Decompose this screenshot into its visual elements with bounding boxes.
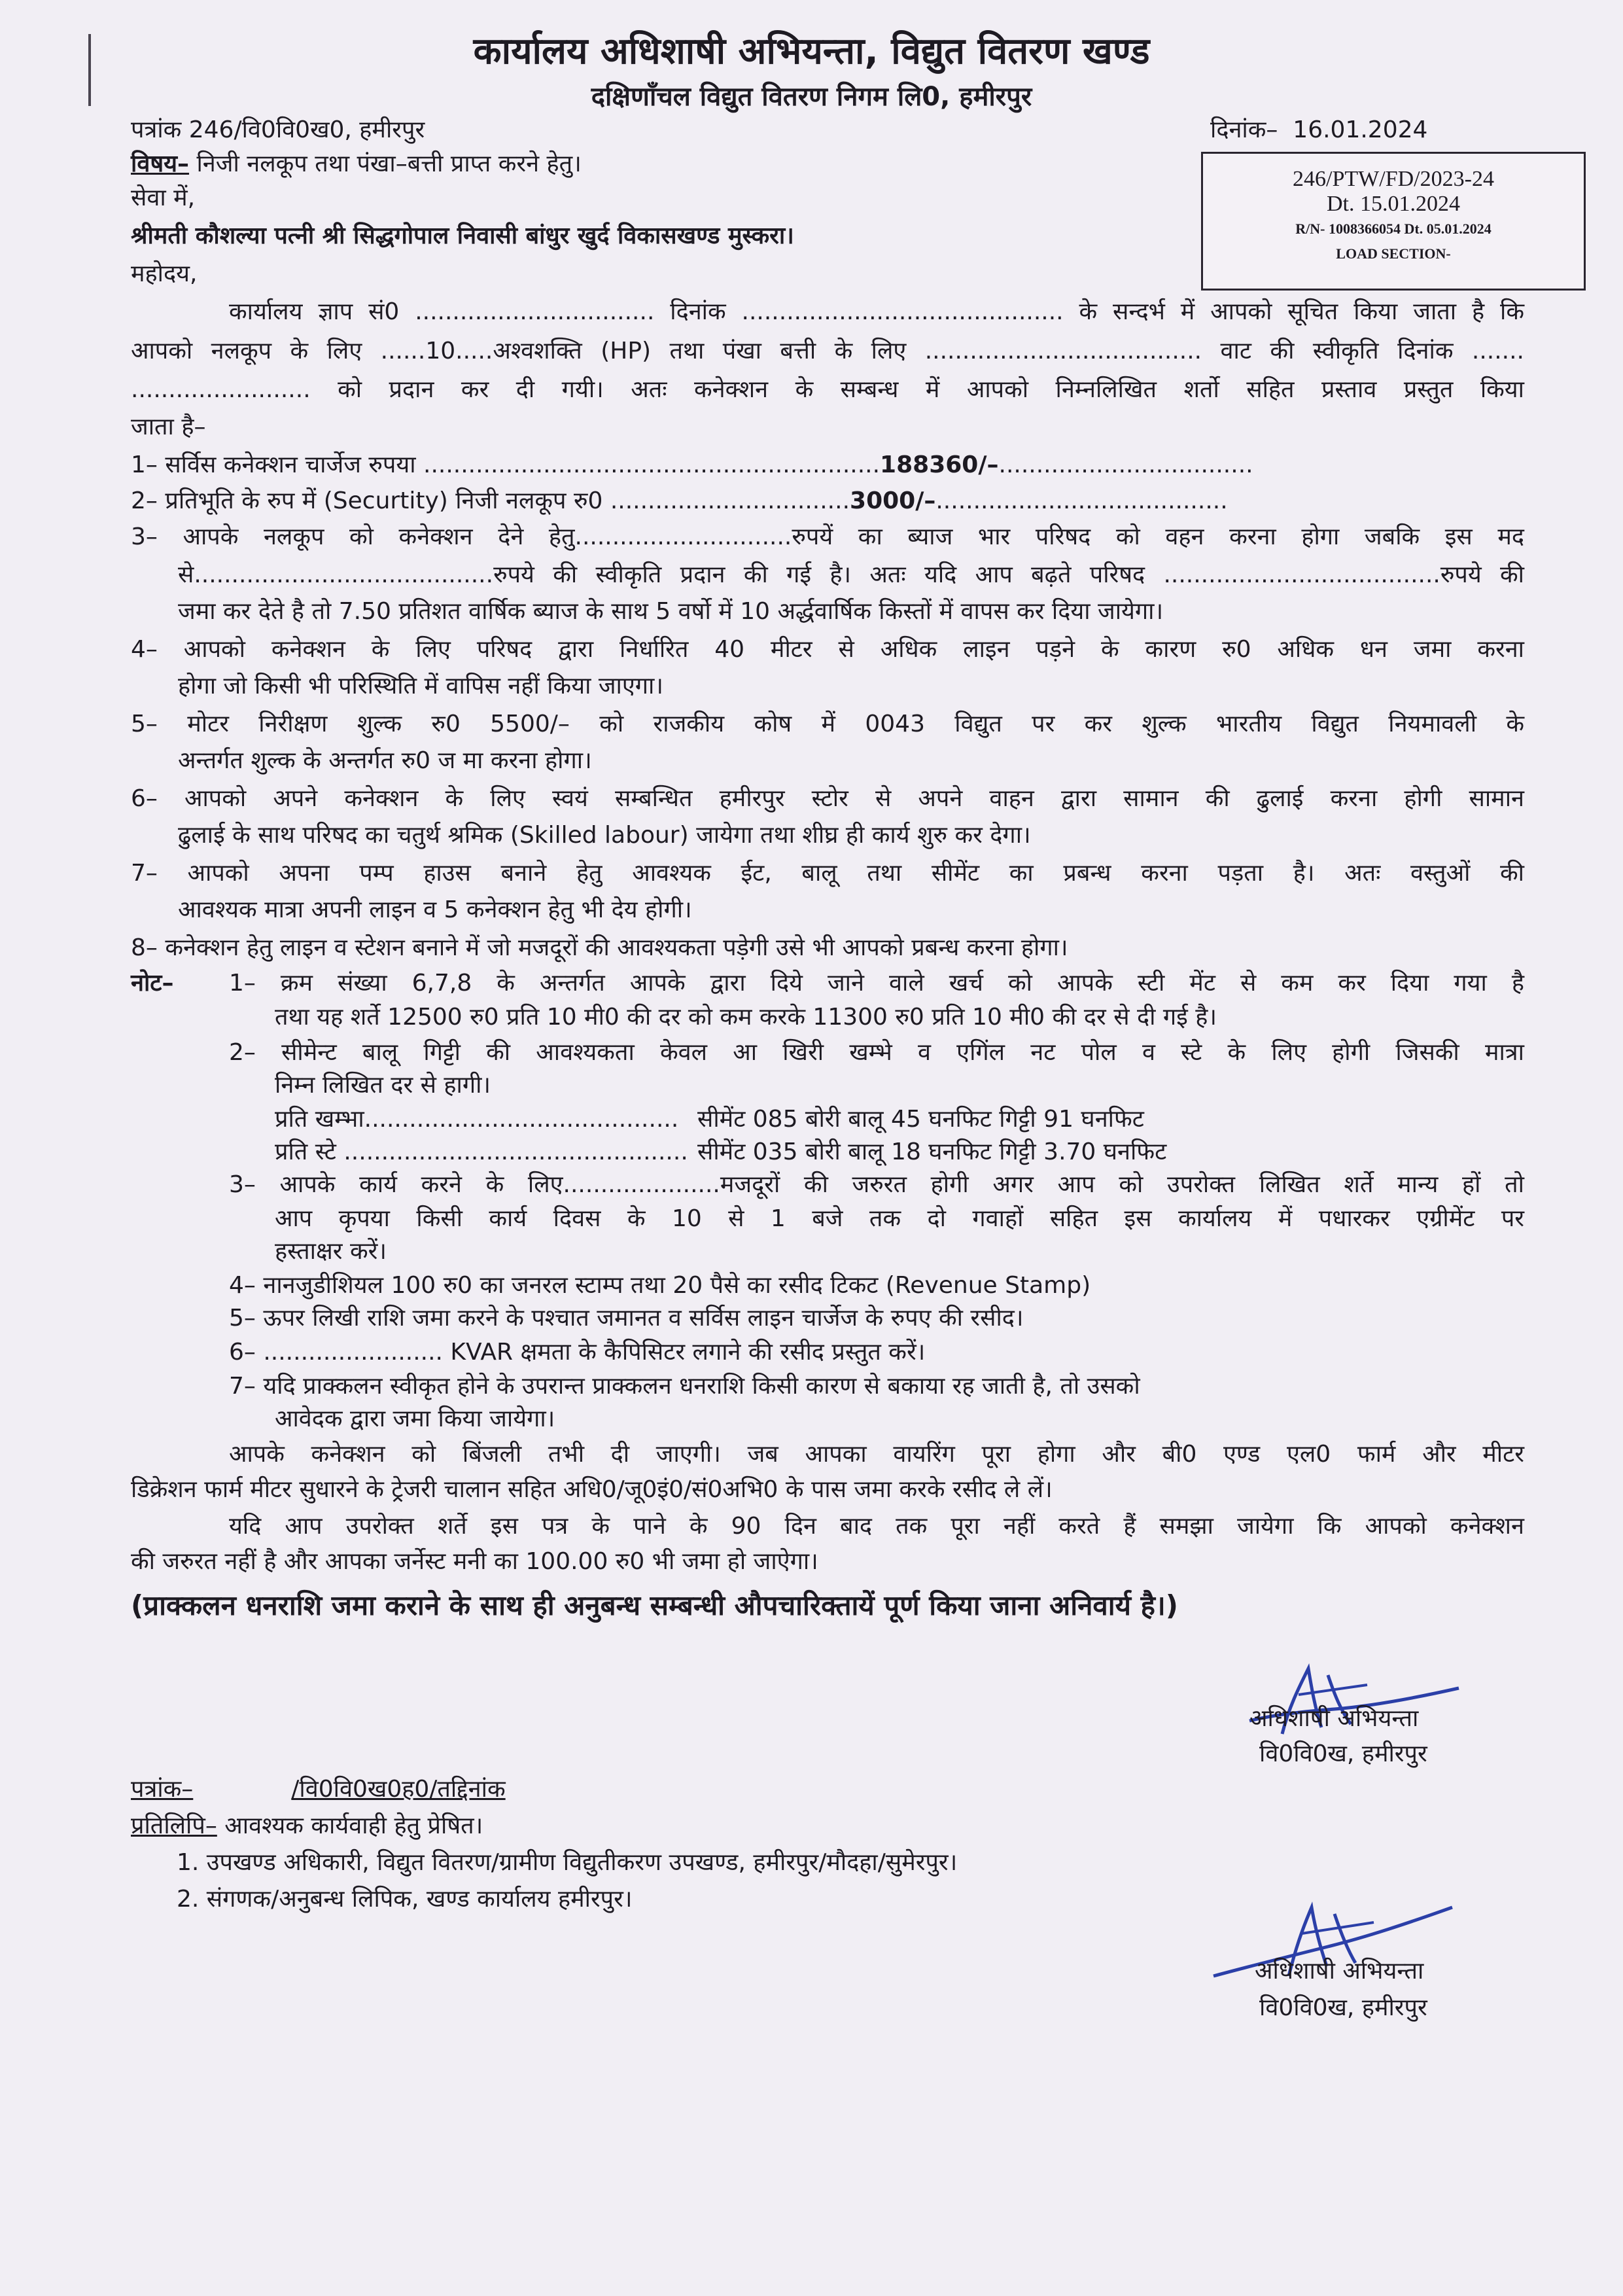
- note-3-line-3: हस्ताक्षर करें।: [275, 1238, 387, 1265]
- subject-label: विषय–: [131, 150, 190, 177]
- condition-7-line-1: 7– आपको अपना पम्प हाउस बनाने हेतु आवश्यक ईट, बालू तथा सीमेंट का प्रबन्ध करना पड़ता है। अतः वस्तुओं की: [131, 860, 1524, 887]
- date-value: 16.01.2024: [1293, 116, 1428, 143]
- note-2-line-2: निम्न लिखित दर से हागी।: [275, 1072, 491, 1099]
- copy-to-line: [131, 1812, 483, 1840]
- salutation: महोदय,: [131, 260, 198, 287]
- subject-line: [131, 150, 582, 178]
- signature-1-designation: अधिशाषी अभियन्ता: [1249, 1705, 1419, 1732]
- copy-item-1: 1. उपखण्ड अधिकारी, विद्युत वितरण/ग्रामीण विद्युतीकरण उपखण्ड, हमीरपुर/मौदहा/सुमेरपुर।: [177, 1849, 958, 1876]
- mandatory-note: (प्राक्कलन धनराशि जमा कराने के साथ ही अनुबन्ध सम्बन्धी औपचारिक्तायें पूर्ण किया जाना अनिवार्य है।): [131, 1589, 1179, 1621]
- note-2-line-1: 2– सीमेन्ट बालू गिट्टी की आवश्यकता केवल आ खिरी खम्भे व एगिंल नट पोल व स्टे के लिए होगी जिसकी मात्रा: [229, 1039, 1524, 1066]
- note-2-row-1-label: प्रति खम्भा..........................................: [275, 1106, 679, 1133]
- condition-8: 8– कनेक्शन हेतु लाइन व स्टेशन बनाने में जो मजदूरों की आवश्यकता पड़ेगी उसे भी आपको प्रबन्ध करना होगा।: [131, 934, 1068, 961]
- condition-2-dots: .......................................: [935, 487, 1228, 514]
- signature-2-office: वि0वि0ख, हमीरपुर: [1259, 1994, 1427, 2021]
- condition-2-amount: 3000/–: [850, 487, 936, 514]
- condition-3-line-3: जमा कर देते है तो 7.50 प्रतिशत वार्षिक ब्याज के साथ 5 वर्षो में 10 अर्द्धवार्षिक किस्तों में वापस कर दिया जायेगा।: [178, 598, 1164, 625]
- condition-4-line-1: 4– आपको कनेक्शन के लिए परिषद द्वारा निर्धारित 40 मीटर से अधिक लाइन पड़ने के कारण रु0 अधिक धन जमा करना: [131, 636, 1524, 663]
- copy-reference-label: पत्रांक–: [131, 1776, 194, 1803]
- condition-2-text: 2– प्रतिभूति के रुप में (Securtity) निजी नलकूप रु0 ................................: [131, 487, 850, 514]
- copy-item-2: 2. संगणक/अनुबन्ध लिपिक, खण्ड कार्यालय हमीरपुर।: [177, 1886, 633, 1913]
- stamp-line-1: 246/PTW/FD/2023-24: [1293, 167, 1494, 191]
- reference-number: पत्रांक 246/वि0वि0ख0, हमीरपुर: [131, 116, 425, 143]
- addressee: श्रीमती कौशल्या पत्नी श्री सिद्धगोपाल निवासी बांधुर खुर्द विकासखण्ड मुस्करा।: [131, 222, 794, 249]
- condition-2: [131, 487, 1228, 515]
- corporation-name: दक्षिणाँचल विद्युत वितरण निगम लि0, हमीरपुर: [591, 82, 1032, 112]
- condition-7-line-2: आवश्यक मात्रा अपनी लाइन व 5 कनेक्शन हेतु भी देय होगी।: [178, 896, 692, 923]
- copy-to-text: आवश्यक कार्यवाही हेतु प्रेषित।: [224, 1812, 483, 1839]
- condition-1: [131, 451, 1253, 479]
- note-7-line-1: 7– यदि प्राक्कलन स्वीकृत होने के उपरान्त प्राक्कलन धनराशि किसी कारण से बकाया रह जाती है, तो उसको: [229, 1373, 1140, 1400]
- note-3-line-2: आप कृपया किसी कार्य दिवस के 10 से 1 बजे तक दो गवाहों सहित इस कार्यालय में पधारकर एग्रीमेंट पर: [275, 1205, 1524, 1232]
- closing-para-1-line-1: आपके कनेक्शन को बिंजली तभी दी जाएगी। जब आपका वायरिंग पूरा होगा और बी0 एण्ड एल0 फार्म और मीटर: [229, 1441, 1524, 1468]
- condition-3-line-2: से........................................रुपये की स्वीकृति प्रदान की गई है। अतः यदि आप बढ़ते परिषद .....................................रुपये की: [178, 561, 1524, 588]
- note-5: 5– ऊपर लिखी राशि जमा करने के पश्चात जमानत व सर्विस लाइन चार्जेज के रुपए की रसीद।: [229, 1305, 1024, 1332]
- intro-line-1: कार्यालय ज्ञाप सं0 ................................ दिनांक ........................................... के सन्दर्भ में आपको सूचित किया जाता है कि: [229, 298, 1524, 325]
- note-3-line-1: 3– आपके कार्य करने के लिए.....................मजदूरों की जरुरत होगी अगर आप को उपरोक्त लिखित शर्ते मान्य हों तो: [229, 1171, 1524, 1198]
- copy-reference: [131, 1776, 506, 1803]
- stamp-line-2: Dt. 15.01.2024: [1327, 192, 1460, 216]
- date-label: दिनांक–: [1210, 116, 1278, 143]
- note-4: 4– नानजुडीशियल 100 रु0 का जनरल स्टाम्प तथा 20 पैसे का रसीद टिकट (Revenue Stamp): [229, 1272, 1091, 1299]
- condition-1-text: 1– सर्विस कनेक्शन चार्जेज रुपया .............................................................: [131, 451, 881, 478]
- copy-reference-rest: /वि0वि0ख0ह0/तद्दिनांक: [291, 1776, 506, 1803]
- intro-line-4: जाता है–: [131, 414, 206, 440]
- note-2-row-2-label: प्रति स्टे ..............................................: [275, 1139, 688, 1165]
- closing-para-1-line-2: डिक्रेशन फार्म मीटर सुधारने के ट्रेजरी चालान सहित अधि0/जू0इं0/सं0अभि0 के पास जमा करके रसीद ले लें।: [131, 1476, 1053, 1503]
- condition-6-line-2: ढुलाई के साथ परिषद का चतुर्थ श्रमिक (Skilled labour) जायेगा तथा शीघ्र ही कार्य शुरु कर देगा।: [178, 822, 1031, 849]
- intro-line-2: आपको नलकूप के लिए ......10.....अश्वशक्ति (HP) तथा पंखा बत्ती के लिए ..................................... वाट की स्वीकृति दिनांक .......: [131, 338, 1524, 364]
- signature-2-designation: अधिशाषी अभियन्ता: [1255, 1958, 1424, 1985]
- condition-4-line-2: होगा जो किसी भी परिस्थिति में वापिस नहीं किया जाएगा।: [178, 673, 664, 699]
- note-1-line-1: 1– क्रम संख्या 6,7,8 के अन्तर्गत आपके द्वारा दिये जाने वाले खर्च को आपके स्टी मेंट से कम कर दिया गया है: [229, 970, 1524, 997]
- notes-label: नोट–: [131, 970, 174, 997]
- condition-1-dots: ..................................: [998, 451, 1253, 478]
- intro-line-3: ........................ को प्रदान कर दी गयी। अतः कनेक्शन के सम्बन्ध में आपको निम्नलिखित शर्तो सहित प्रस्ताव प्रस्तुत किया: [131, 376, 1524, 403]
- stamp-line-3: R/N- 1008366054 Dt. 05.01.2024: [1295, 221, 1492, 237]
- note-2-row-1-values: सीमेंट 085 बोरी बालू 45 घनफिट गिट्टी 91 घनफिट: [697, 1106, 1144, 1133]
- condition-3-line-1: 3– आपके नलकूप को कनेक्शन देने हेतु.............................रुपयें का ब्याज भार परिषद को वहन करना होगा जबकि इस मद: [131, 523, 1524, 550]
- closing-para-2-line-1: यदि आप उपरोक्त शर्ते इस पत्र के पाने के 90 दिन बाद तक पूरा नहीं करते हैं समझा जायेगा कि आपको कनेक्शन: [229, 1513, 1524, 1540]
- to-label: सेवा में,: [131, 185, 196, 211]
- note-6: 6– ........................ KVAR क्षमता के कैपिसिटर लगाने की रसीद प्रस्तुत करें।: [229, 1339, 926, 1366]
- date-line: [1210, 116, 1427, 144]
- note-2-row-2-values: सीमेंट 035 बोरी बालू 18 घनफिट गिट्टी 3.70 घनफिट: [697, 1139, 1167, 1165]
- signature-1-office: वि0वि0ख, हमीरपुर: [1259, 1740, 1427, 1767]
- closing-para-2-line-2: की जरुरत नहीं है और आपका जर्नेस्ट मनी का 100.00 रु0 भी जमा हो जाऐगा।: [131, 1548, 818, 1575]
- stamp-line-4: LOAD SECTION-: [1336, 245, 1451, 262]
- condition-5-line-2: अन्तर्गत शुल्क के अन्तर्गत रु0 ज मा करना होगा।: [178, 747, 592, 774]
- condition-1-amount: 188360/–: [880, 451, 999, 478]
- condition-5-line-1: 5– मोटर निरीक्षण शुल्क रु0 5500/– को राजकीय कोष में 0043 विद्युत पर कर शुल्क भारतीय विद्युत नियमावली के: [131, 711, 1524, 737]
- office-title: कार्यालय अधिशाषी अभियन्ता, विद्युत वितरण खण्ड: [473, 30, 1150, 73]
- copy-to-label: प्रतिलिपि–: [131, 1812, 217, 1839]
- note-1-line-2: तथा यह शर्ते 12500 रु0 प्रति 10 मी0 की दर को कम करके 11300 रु0 प्रति 10 मी0 की दर से दी गई है।: [275, 1004, 1217, 1031]
- subject-text: निजी नलकूप तथा पंखा–बत्ती प्राप्त करने हेतु।: [196, 150, 582, 177]
- note-7-line-2: आवेदक द्वारा जमा किया जायेगा।: [275, 1405, 555, 1432]
- condition-6-line-1: 6– आपको अपने कनेक्शन के लिए स्वयं सम्बन्धित हमीरपुर स्टोर से अपने वाहन द्वारा सामान की ढुलाई करना होगी सामान: [131, 785, 1524, 812]
- receipt-stamp: [1201, 152, 1586, 291]
